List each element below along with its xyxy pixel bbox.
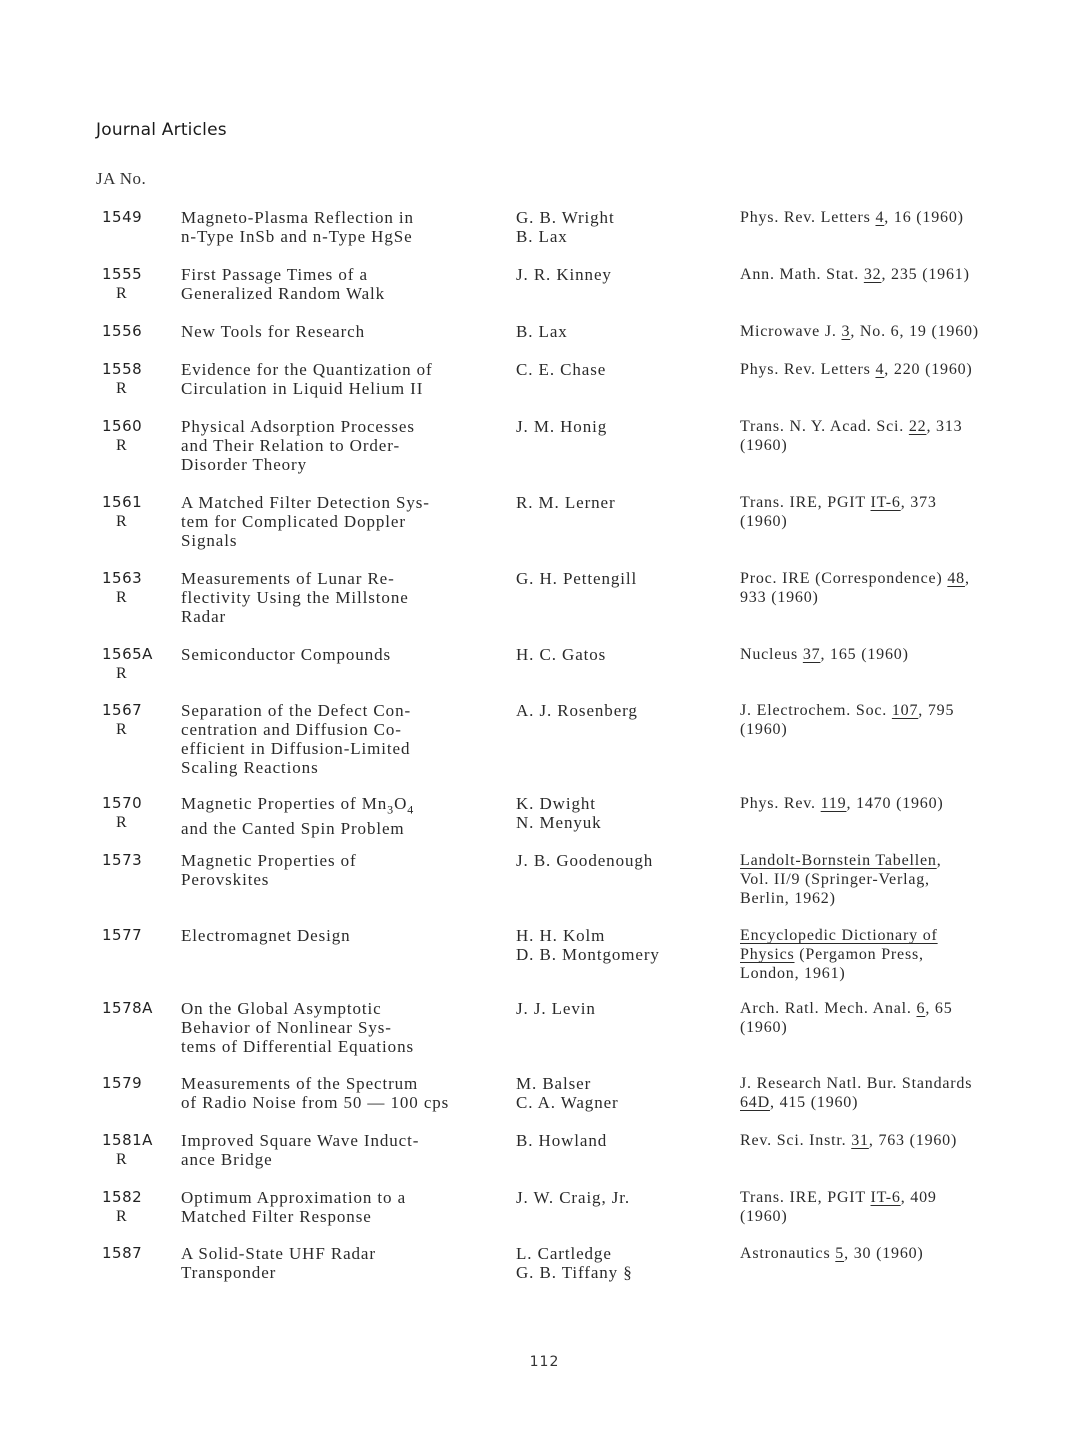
journal-reference: Landolt-Bornstein Tabellen, Vol. II/9 (Springer-Verlag, Berlin, 1962): [740, 852, 942, 907]
article-authors: G. B. Wright B. Lax: [516, 208, 615, 246]
journal-reference: Phys. Rev. Letters 4, 16 (1960): [740, 209, 964, 226]
article-authors: B. Howland: [516, 1131, 608, 1150]
article-title: Measurements of the Spectrum of Radio Noise from 50 — 100 cps: [181, 1074, 450, 1112]
article-title: Measurements of Lunar Re- flectivity Using the Millstone Radar: [181, 569, 409, 626]
journal-reference: Arch. Ratl. Mech. Anal. 6, 65 (1960): [740, 1000, 953, 1036]
article-title: A Matched Filter Detection Sys- tem for Complicated Doppler Signals: [181, 493, 430, 550]
journal-reference: Trans. IRE, PGIT IT-6, 373 (1960): [740, 494, 937, 530]
ja-number: 1578A: [102, 999, 153, 1017]
journal-reference: Trans. N. Y. Acad. Sci. 22, 313 (1960): [740, 418, 963, 454]
article-authors: K. Dwight N. Menyuk: [516, 794, 602, 832]
article-authors: R. M. Lerner: [516, 493, 616, 512]
article-title: Separation of the Defect Con- centration and Diffusion Co- efficient in Diffusion-Limited Scaling Reactions: [181, 701, 412, 777]
article-authors: L. Cartledge G. B. Tiffany §: [516, 1244, 633, 1282]
article-title: Electromagnet Design: [181, 926, 351, 945]
ja-number: 1565A R: [102, 645, 153, 682]
journal-reference: Nucleus 37, 165 (1960): [740, 646, 909, 663]
article-authors: C. E. Chase: [516, 360, 607, 379]
journal-reference: Rev. Sci. Instr. 31, 763 (1960): [740, 1132, 958, 1149]
ja-number: 1567 R: [102, 701, 143, 738]
article-authors: J. B. Goodenough: [516, 851, 654, 870]
article-authors: H. C. Gatos: [516, 645, 607, 664]
article-title: Magnetic Properties of $Mn_3O_4$ and the Canted Spin Problem: [181, 794, 415, 839]
ja-number: 1556: [102, 322, 143, 340]
journal-reference: Proc. IRE (Correspondence) 48, 933 (1960): [740, 570, 970, 606]
ja-number: 1563 R: [102, 569, 143, 606]
ja-number: 1560 R: [102, 417, 143, 454]
article-authors: J. M. Honig: [516, 417, 608, 436]
article-title: New Tools for Research: [181, 322, 365, 341]
ja-number: 1561 R: [102, 493, 143, 530]
journal-reference: Astronautics 5, 30 (1960): [740, 1245, 924, 1262]
article-title: On the Global Asymptotic Behavior of Nonlinear Sys- tems of Differential Equations: [181, 999, 414, 1056]
section-title: Journal Articles: [96, 120, 227, 140]
journal-reference: Trans. IRE, PGIT IT-6, 409 (1960): [740, 1189, 937, 1225]
journal-reference: Phys. Rev. Letters 4, 220 (1960): [740, 361, 973, 378]
journal-reference: Ann. Math. Stat. 32, 235 (1961): [740, 266, 970, 283]
article-authors: B. Lax: [516, 322, 568, 341]
article-title: Improved Square Wave Induct- ance Bridge: [181, 1131, 420, 1169]
journal-reference: J. Research Natl. Bur. Standards 64D, 415 (1960): [740, 1075, 973, 1111]
journal-reference: Phys. Rev. 119, 1470 (1960): [740, 795, 944, 812]
page-number: 112: [529, 1354, 560, 1370]
article-title: Magneto-Plasma Reflection in n-Type InSb and n-Type HgSe: [181, 208, 414, 246]
ja-number: 1587: [102, 1244, 143, 1262]
ja-number: 1555 R: [102, 265, 143, 302]
article-title: Semiconductor Compounds: [181, 645, 392, 664]
article-title: Optimum Approximation to a Matched Filter Response: [181, 1188, 407, 1226]
ja-number: 1582 R: [102, 1188, 143, 1225]
journal-reference: J. Electrochem. Soc. 107, 795 (1960): [740, 702, 955, 738]
article-authors: J. W. Craig, Jr.: [516, 1188, 631, 1207]
article-title: First Passage Times of a Generalized Random Walk: [181, 265, 386, 303]
article-authors: G. H. Pettengill: [516, 569, 638, 588]
ja-number: 1570 R: [102, 794, 143, 831]
ja-number: 1558 R: [102, 360, 143, 397]
article-title: Evidence for the Quantization of Circulation in Liquid Helium II: [181, 360, 433, 398]
ja-number: 1577: [102, 926, 143, 944]
ja-number: 1579: [102, 1074, 143, 1092]
ja-number: 1581A R: [102, 1131, 153, 1168]
article-authors: J. J. Levin: [516, 999, 596, 1018]
article-title: A Solid-State UHF Radar Transponder: [181, 1244, 376, 1282]
ja-number: 1573: [102, 851, 143, 869]
article-title: Physical Adsorption Processes and Their Relation to Order- Disorder Theory: [181, 417, 415, 474]
ja-number: 1549: [102, 208, 143, 226]
journal-reference: Microwave J. 3, No. 6, 19 (1960): [740, 323, 979, 340]
article-authors: H. H. Kolm D. B. Montgomery: [516, 926, 660, 964]
article-authors: M. Balser C. A. Wagner: [516, 1074, 619, 1112]
journal-reference: Encyclopedic Dictionary of Physics (Pergamon Press, London, 1961): [740, 927, 938, 982]
article-authors: A. J. Rosenberg: [516, 701, 638, 720]
article-title: Magnetic Properties of Perovskites: [181, 851, 357, 889]
article-authors: J. R. Kinney: [516, 265, 612, 284]
column-header-ja-no: JA No.: [96, 169, 147, 188]
